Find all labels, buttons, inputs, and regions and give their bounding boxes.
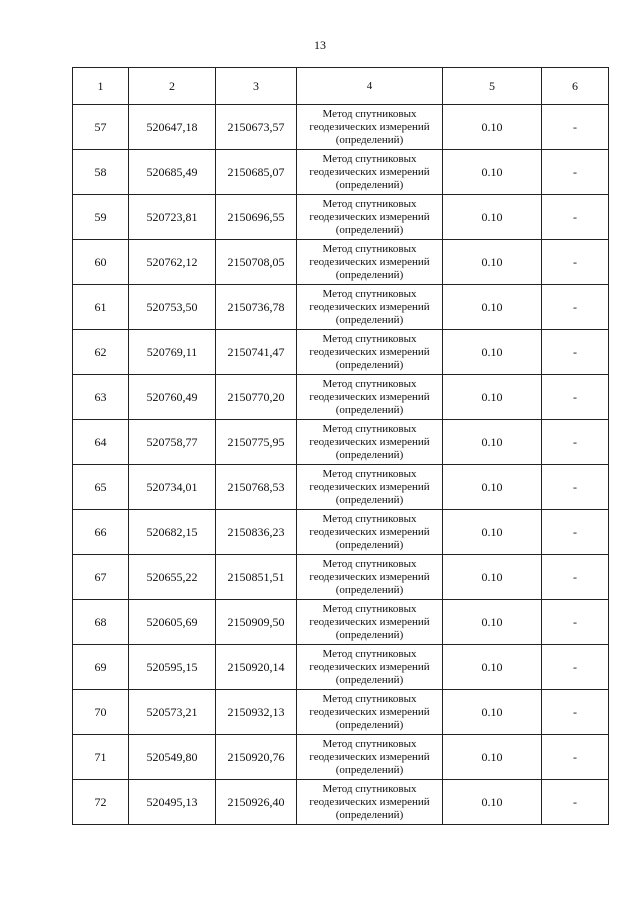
table-row	[73, 645, 609, 690]
method-line: (определений)	[335, 583, 404, 596]
table-row	[73, 510, 609, 555]
method-line: (определений)	[335, 808, 404, 821]
point-number-cell: 60	[73, 240, 129, 285]
method-line: геодезических измерений	[309, 345, 430, 358]
y-coordinate-cell: 2150920,14	[216, 645, 297, 690]
x-coordinate-cell: 520682,15	[129, 510, 216, 555]
point-number-cell: 64	[73, 420, 129, 465]
method-line: Метод спутниковых	[322, 152, 417, 165]
method-line: геодезических измерений	[309, 165, 430, 178]
accuracy-cell: 0.10	[443, 645, 542, 690]
x-coordinate-cell: 520655,22	[129, 555, 216, 600]
point-number-cell: 65	[73, 465, 129, 510]
table-row	[73, 285, 609, 330]
note-cell: -	[542, 465, 609, 510]
note-cell: -	[542, 645, 609, 690]
method-line: (определений)	[335, 178, 404, 191]
accuracy-cell: 0.10	[443, 195, 542, 240]
x-coordinate-cell: 520758,77	[129, 420, 216, 465]
accuracy-cell: 0.10	[443, 510, 542, 555]
x-coordinate-cell: 520769,11	[129, 330, 216, 375]
method-cell	[297, 375, 443, 420]
method-line: (определений)	[335, 538, 404, 551]
x-coordinate-cell: 520760,49	[129, 375, 216, 420]
accuracy-cell: 0.10	[443, 600, 542, 645]
header-cell-4: 4	[297, 68, 443, 105]
method-line: (определений)	[335, 223, 404, 236]
method-line: (определений)	[335, 358, 404, 371]
method-cell	[297, 735, 443, 780]
header-cell-1: 1	[73, 68, 129, 105]
x-coordinate-cell: 520647,18	[129, 105, 216, 150]
method-line: геодезических измерений	[309, 705, 430, 718]
y-coordinate-cell: 2150932,13	[216, 690, 297, 735]
method-line: Метод спутниковых	[322, 197, 417, 210]
point-number-cell: 69	[73, 645, 129, 690]
accuracy-cell: 0.10	[443, 105, 542, 150]
method-line: Метод спутниковых	[322, 287, 417, 300]
method-line: (определений)	[335, 628, 404, 641]
note-cell: -	[542, 555, 609, 600]
coordinates-table-body	[73, 68, 609, 825]
method-line: Метод спутниковых	[322, 107, 417, 120]
y-coordinate-cell: 2150736,78	[216, 285, 297, 330]
method-line: (определений)	[335, 313, 404, 326]
table-row	[73, 690, 609, 735]
accuracy-cell: 0.10	[443, 330, 542, 375]
point-number-cell: 57	[73, 105, 129, 150]
method-line: (определений)	[335, 448, 404, 461]
accuracy-cell: 0.10	[443, 690, 542, 735]
method-line: Метод спутниковых	[322, 647, 417, 660]
point-number-cell: 71	[73, 735, 129, 780]
note-cell: -	[542, 330, 609, 375]
table-row	[73, 555, 609, 600]
x-coordinate-cell: 520495,13	[129, 780, 216, 825]
accuracy-cell: 0.10	[443, 150, 542, 195]
header-cell-2: 2	[129, 68, 216, 105]
note-cell: -	[542, 510, 609, 555]
method-line: геодезических измерений	[309, 255, 430, 268]
method-cell	[297, 150, 443, 195]
y-coordinate-cell: 2150851,51	[216, 555, 297, 600]
x-coordinate-cell: 520595,15	[129, 645, 216, 690]
coordinates-table	[72, 67, 609, 825]
y-coordinate-cell: 2150920,76	[216, 735, 297, 780]
method-line: (определений)	[335, 718, 404, 731]
point-number-cell: 63	[73, 375, 129, 420]
page-number: 13	[314, 38, 326, 52]
y-coordinate-cell: 2150775,95	[216, 420, 297, 465]
point-number-cell: 68	[73, 600, 129, 645]
y-coordinate-cell: 2150741,47	[216, 330, 297, 375]
header-row	[73, 68, 609, 105]
method-cell	[297, 105, 443, 150]
header-cell-3: 3	[216, 68, 297, 105]
x-coordinate-cell: 520573,21	[129, 690, 216, 735]
method-line: Метод спутниковых	[322, 602, 417, 615]
x-coordinate-cell: 520734,01	[129, 465, 216, 510]
method-line: Метод спутниковых	[322, 332, 417, 345]
note-cell: -	[542, 690, 609, 735]
method-line: геодезических измерений	[309, 660, 430, 673]
method-cell	[297, 195, 443, 240]
accuracy-cell: 0.10	[443, 780, 542, 825]
note-cell: -	[542, 780, 609, 825]
x-coordinate-cell: 520549,80	[129, 735, 216, 780]
x-coordinate-cell: 520762,12	[129, 240, 216, 285]
note-cell: -	[542, 735, 609, 780]
point-number-cell: 59	[73, 195, 129, 240]
method-line: Метод спутниковых	[322, 557, 417, 570]
accuracy-cell: 0.10	[443, 465, 542, 510]
table-row	[73, 195, 609, 240]
point-number-cell: 58	[73, 150, 129, 195]
accuracy-cell: 0.10	[443, 375, 542, 420]
y-coordinate-cell: 2150836,23	[216, 510, 297, 555]
method-line: Метод спутниковых	[322, 782, 417, 795]
method-cell	[297, 330, 443, 375]
point-number-cell: 67	[73, 555, 129, 600]
method-line: (определений)	[335, 493, 404, 506]
method-cell	[297, 645, 443, 690]
accuracy-cell: 0.10	[443, 420, 542, 465]
table-row	[73, 465, 609, 510]
method-line: Метод спутниковых	[322, 422, 417, 435]
method-cell	[297, 285, 443, 330]
method-line: геодезических измерений	[309, 120, 430, 133]
method-cell	[297, 465, 443, 510]
point-number-cell: 66	[73, 510, 129, 555]
method-line: (определений)	[335, 403, 404, 416]
method-cell	[297, 600, 443, 645]
x-coordinate-cell: 520753,50	[129, 285, 216, 330]
method-line: (определений)	[335, 763, 404, 776]
method-line: (определений)	[335, 268, 404, 281]
method-line: геодезических измерений	[309, 390, 430, 403]
method-line: геодезических измерений	[309, 480, 430, 493]
table-row	[73, 735, 609, 780]
method-line: Метод спутниковых	[322, 242, 417, 255]
point-number-cell: 61	[73, 285, 129, 330]
method-line: геодезических измерений	[309, 435, 430, 448]
note-cell: -	[542, 600, 609, 645]
method-cell	[297, 510, 443, 555]
accuracy-cell: 0.10	[443, 285, 542, 330]
table-row	[73, 600, 609, 645]
note-cell: -	[542, 105, 609, 150]
x-coordinate-cell: 520605,69	[129, 600, 216, 645]
method-line: Метод спутниковых	[322, 467, 417, 480]
y-coordinate-cell: 2150768,53	[216, 465, 297, 510]
table-row	[73, 150, 609, 195]
y-coordinate-cell: 2150685,07	[216, 150, 297, 195]
point-number-cell: 62	[73, 330, 129, 375]
method-line: геодезических измерений	[309, 210, 430, 223]
point-number-cell: 72	[73, 780, 129, 825]
note-cell: -	[542, 150, 609, 195]
method-cell	[297, 420, 443, 465]
accuracy-cell: 0.10	[443, 240, 542, 285]
y-coordinate-cell: 2150708,05	[216, 240, 297, 285]
y-coordinate-cell: 2150696,55	[216, 195, 297, 240]
method-line: геодезических измерений	[309, 525, 430, 538]
note-cell: -	[542, 375, 609, 420]
method-cell	[297, 240, 443, 285]
method-line: (определений)	[335, 673, 404, 686]
header-cell-6: 6	[542, 68, 609, 105]
method-cell	[297, 780, 443, 825]
x-coordinate-cell: 520685,49	[129, 150, 216, 195]
accuracy-cell: 0.10	[443, 555, 542, 600]
table-row	[73, 105, 609, 150]
method-line: (определений)	[335, 133, 404, 146]
method-line: геодезических измерений	[309, 795, 430, 808]
table-row	[73, 420, 609, 465]
accuracy-cell: 0.10	[443, 735, 542, 780]
table-row	[73, 375, 609, 420]
y-coordinate-cell: 2150909,50	[216, 600, 297, 645]
x-coordinate-cell: 520723,81	[129, 195, 216, 240]
method-line: геодезических измерений	[309, 615, 430, 628]
method-line: Метод спутниковых	[322, 512, 417, 525]
header-cell-5: 5	[443, 68, 542, 105]
point-number-cell: 70	[73, 690, 129, 735]
method-line: Метод спутниковых	[322, 692, 417, 705]
note-cell: -	[542, 285, 609, 330]
table-row	[73, 240, 609, 285]
note-cell: -	[542, 420, 609, 465]
method-cell	[297, 690, 443, 735]
method-line: геодезических измерений	[309, 750, 430, 763]
method-cell	[297, 555, 443, 600]
y-coordinate-cell: 2150926,40	[216, 780, 297, 825]
table-row	[73, 780, 609, 825]
method-line: геодезических измерений	[309, 300, 430, 313]
table-row	[73, 330, 609, 375]
method-line: геодезических измерений	[309, 570, 430, 583]
note-cell: -	[542, 240, 609, 285]
method-line: Метод спутниковых	[322, 737, 417, 750]
y-coordinate-cell: 2150770,20	[216, 375, 297, 420]
y-coordinate-cell: 2150673,57	[216, 105, 297, 150]
note-cell: -	[542, 195, 609, 240]
method-line: Метод спутниковых	[322, 377, 417, 390]
